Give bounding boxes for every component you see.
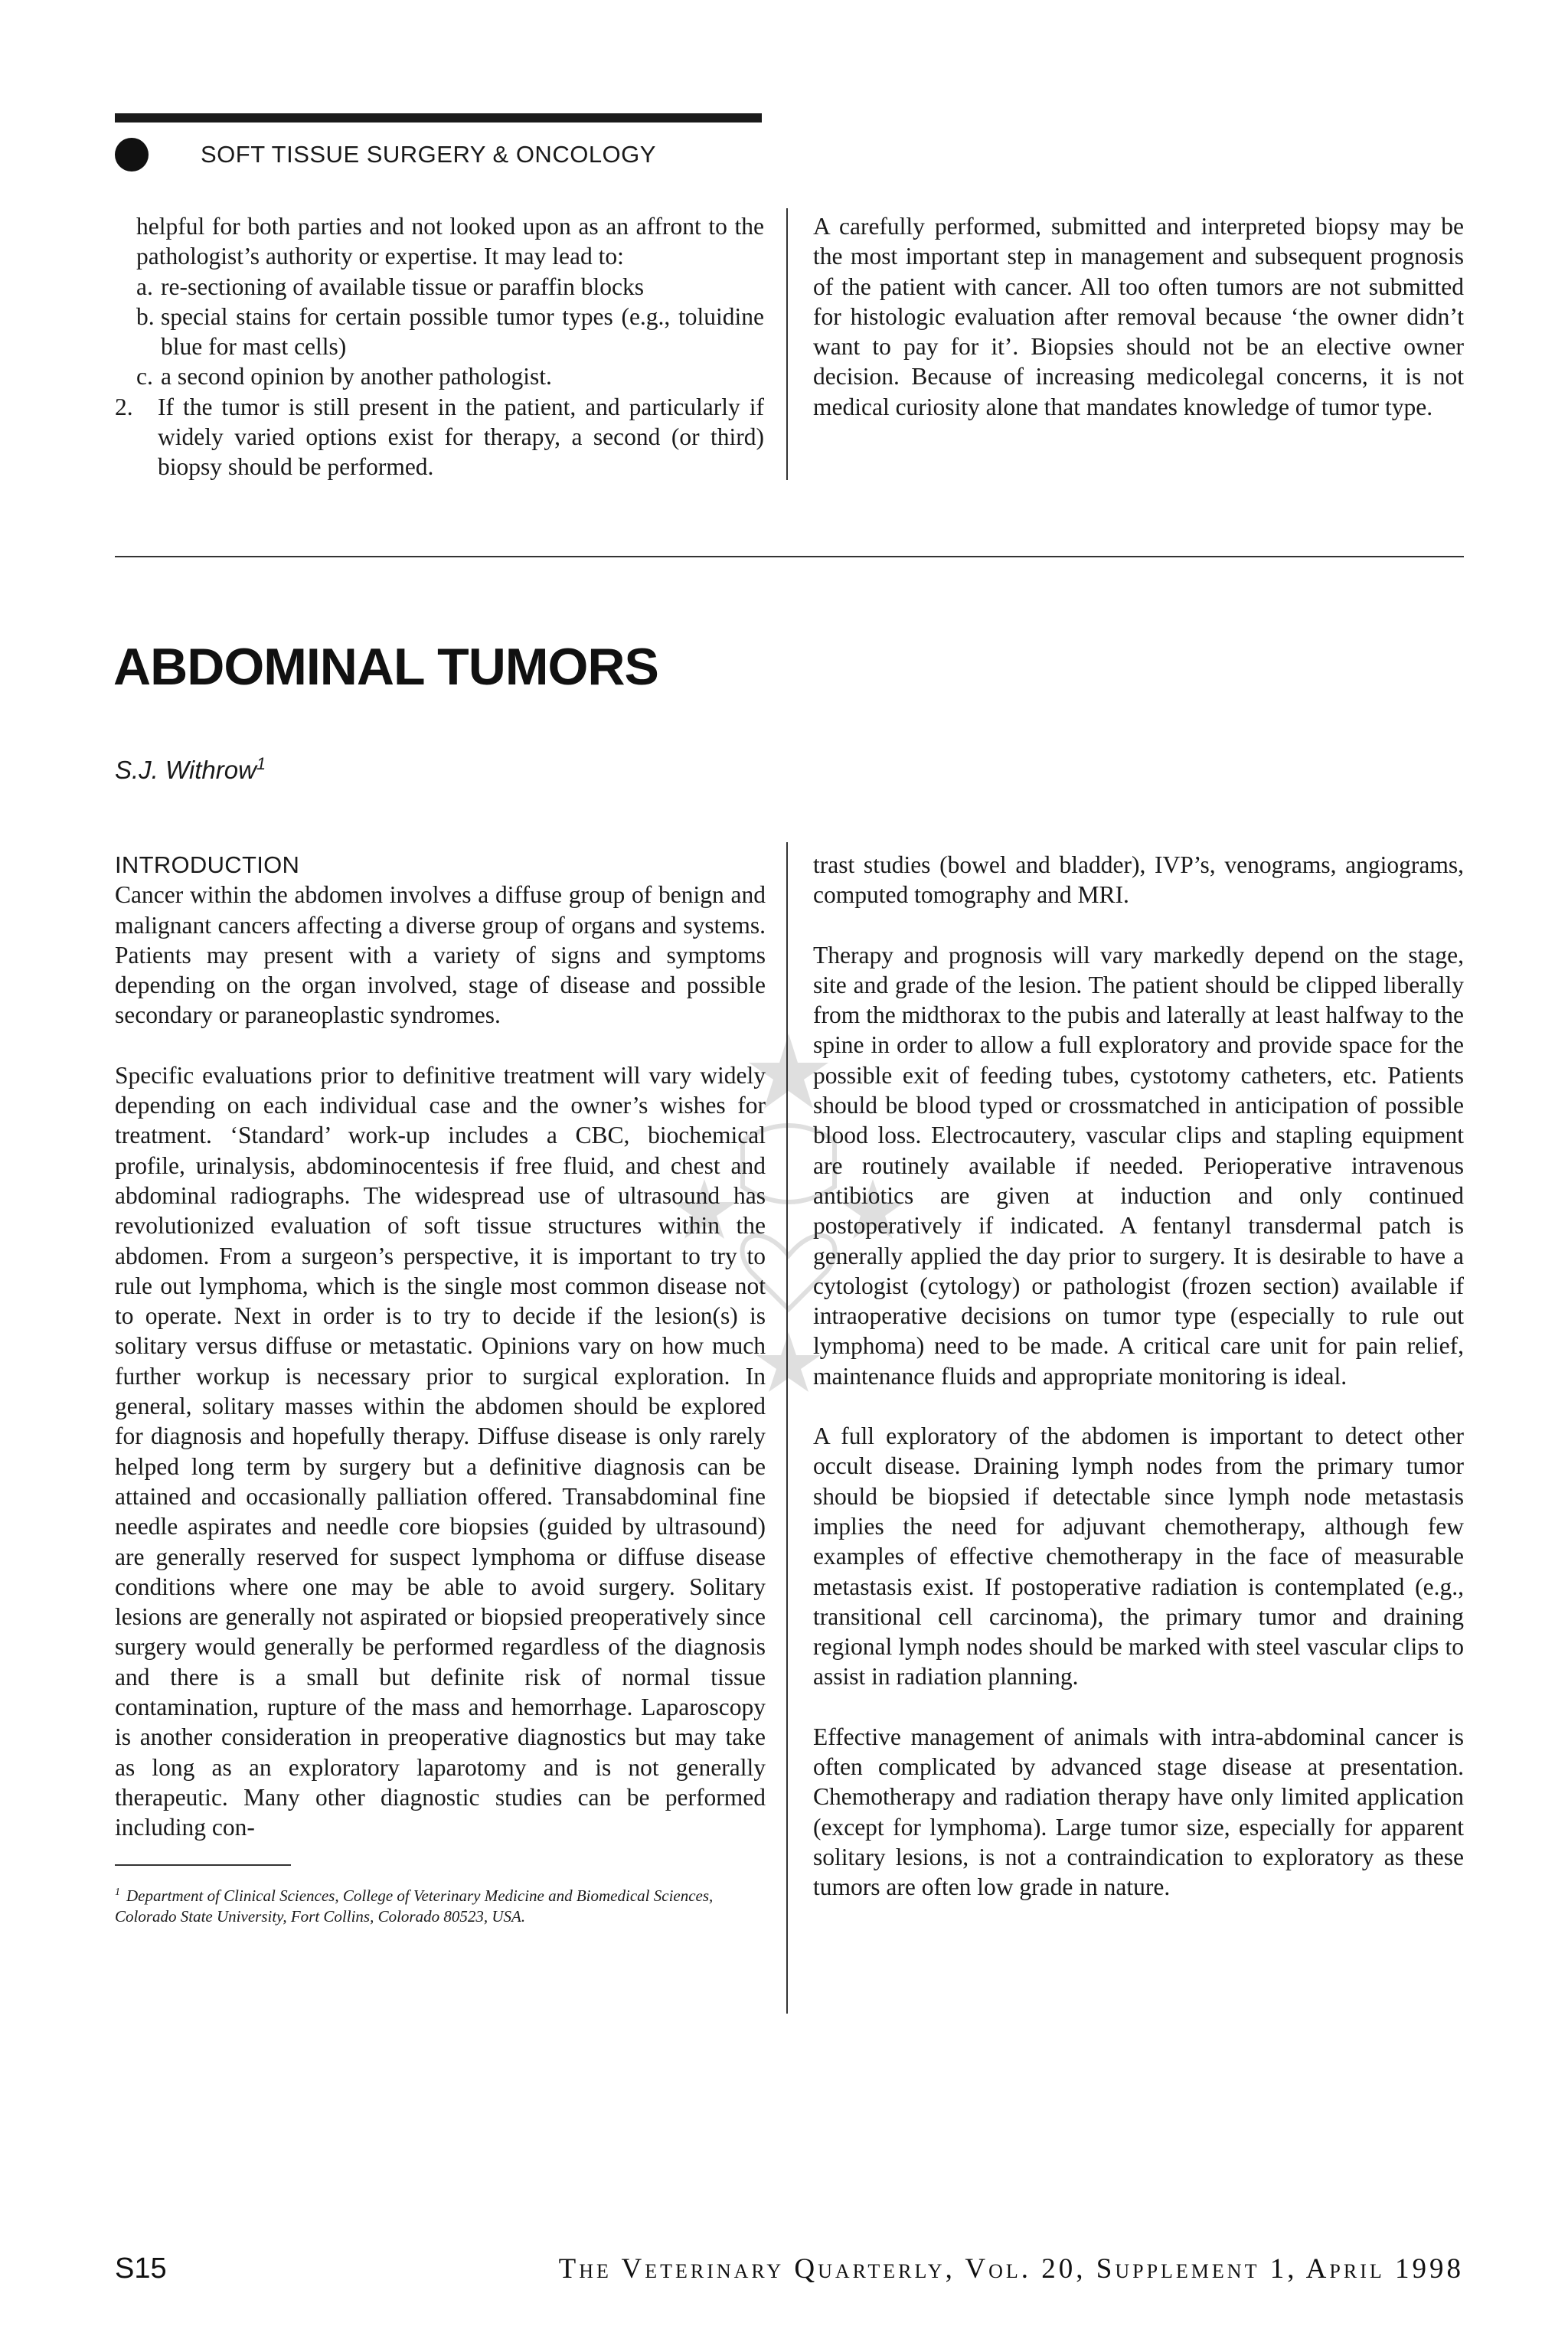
list-label: c. [136,363,153,390]
main-right-column [813,850,1464,1903]
article-title: ABDOMINAL TUMORS [113,638,658,696]
list-label: b. [136,302,155,330]
numbered-item [115,392,764,482]
list-item [136,302,764,362]
list-text: re-sectioning of available tissue or paraffin blocks [161,273,644,300]
top-right-column [813,211,1464,422]
affiliation-footnote [115,1882,766,1927]
paragraph: Effective management of animals with intra-abdominal cancer is often complicated by advanced stage disease at presentation. Chemotherapy and radiation therapy have only limited application (except for lymphoma). Large tumor size, especially for apparent solitary lesions, is not a contraindication to exploratory as these tumors are often low grade in nature. [813,1723,1464,1901]
continuation-paragraph: helpful for both parties and not looked upon as an affront to the pathologist’s authority or expertise. It may lead to: [136,213,764,270]
header-rule [115,113,762,122]
column-divider [786,208,788,480]
paragraph: trast studies (bowel and bladder), IVP’s, venograms, angiograms, computed tomography and MRI. [813,851,1464,909]
list-text: special stains for certain possible tumor types (e.g., toluidine blue for mast cells) [161,302,764,361]
list-item [136,361,764,391]
running-head: SOFT TISSUE SURGERY & ONCOLOGY [201,141,656,168]
section-divider [115,556,1464,557]
section-heading: INTRODUCTION [115,851,300,878]
paragraph: A full exploratory of the abdomen is important to detect other occult disease. Draining lymph nodes from the primary tumor should be biopsied if detectable since lymph node metastasis implies the need for adjuvant chemotherapy, although few examples of effective chemotherapy in the face of measurable metastasis exist. If postoperative radiation is contemplated (e.g., transitional cell carcinoma), the primary tumor and draining regional lymph nodes should be marked with steel vascular clips to assist in radiation planning. [813,1423,1464,1690]
author-name: S.J. Withrow [115,756,256,784]
author-footnote-marker: 1 [256,754,266,773]
list-text: If the tumor is still present in the patient, and particularly if widely varied options exist for therapy, a second (or third) biopsy should be performed. [158,393,764,481]
footnote-rule [115,1864,291,1866]
paragraph: Cancer within the abdomen involves a diffuse group of benign and malignant cancers affecting a diverse group of organs and systems. Patients may present with a variety of signs and symptoms depending on the organ involved, stage of disease and possible secondary or paraneoplastic syndromes. [115,881,766,1029]
biopsy-paragraph: A carefully performed, submitted and interpreted biopsy may be the most important step in management and subsequent prognosis of the patient with cancer. All too often tumors are not submitted for histologic evaluation after removal because ‘the owner didn’t want to pay for it’. Biopsies should not be an elective owner decision. Because of increasing medicolegal concerns, it is not medical curiosity alone that mandates knowledge of tumor type. [813,213,1464,420]
footnote-marker: 1 [115,1886,120,1898]
paragraph: Specific evaluations prior to definitive treatment will vary widely depending on each individual case and the owner’s wishes for treatment. ‘Standard’ work-up includes a CBC, biochemical profile, urinalysis, abdominocentesis if free fluid, and chest and abdominal radiographs. The widespread use of ultrasound has revolutionized evaluation of soft tissue structures within the abdomen. From a surgeon’s perspective, it is important to try to rule out lymphoma, which is the single most common disease not to operate. Next in order is to try to decide if the lesion(s) is solitary versus diffuse or metastatic. Opinions vary on how much further workup is necessary prior to surgical exploration. In general, solitary masses within the abdomen should be explored for diagnosis and hopefully therapy. Diffuse disease is only rarely helped long term by surgery but a definitive diagnosis can be attained and occasionally palliation offered. Transabdominal fine needle aspirates and needle core biopsies (guided by ultrasound) are generally reserved for suspect lymphoma or diffuse disease conditions where one may be able to avoid surgery. Solitary lesions are generally not aspirated or biopsied preoperatively since surgery would generally be performed regardless of the diagnosis and there is a small but definite risk of normal tissue contamination, rupture of the mass and hemorrhage. Laparoscopy is another consideration in preoperative diagnostics but may take as long as an exploratory laparotomy and is not generally therapeutic. Many other diagnostic studies can be performed including con- [115,1061,766,1841]
list-label: 2. [115,393,133,420]
footnote-text: Department of Clinical Sciences, College of Veterinary Medicine and Biomedical Sciences, Colorado State University, Fort Collins, Colorado 80523, USA. [115,1886,714,1926]
list-label: a. [136,273,153,300]
list-item [136,272,764,302]
journal-citation: The Veterinary Quarterly, Vol. 20, Supplement 1, April 1998 [558,2253,1464,2285]
section-bullet-icon [115,138,149,172]
list-text: a second opinion by another pathologist. [161,363,552,390]
paragraph: Therapy and prognosis will vary markedly depend on the stage, site and grade of the lesion. The patient should be clipped liberally from the midthorax to the pubis and laterally at least halfway to the spine in order to allow a full exploratory and provide space for the possible exit of feeding tubes, cystotomy catheters, etc. Patients should be blood typed or crossmatched in anticipation of possible blood loss. Electrocautery, vascular clips and stapling equipment are routinely available if needed. Perioperative intravenous antibiotics are given at induction and only continued postoperatively if indicated. A fentanyl transdermal patch is generally applied the day prior to surgery. It is desirable to have a cytologist (cytology) or pathologist (frozen section) available if intraoperative decisions on tumor type (especially to rule out lymphoma) need to be made. A critical care unit for pain relief, maintenance fluids and appropriate monitoring is ideal. [813,941,1464,1390]
column-divider [786,842,788,2014]
top-left-column [115,211,764,482]
main-left-column [115,850,766,1843]
page-number: S15 [115,2252,167,2285]
author-line [115,754,266,785]
